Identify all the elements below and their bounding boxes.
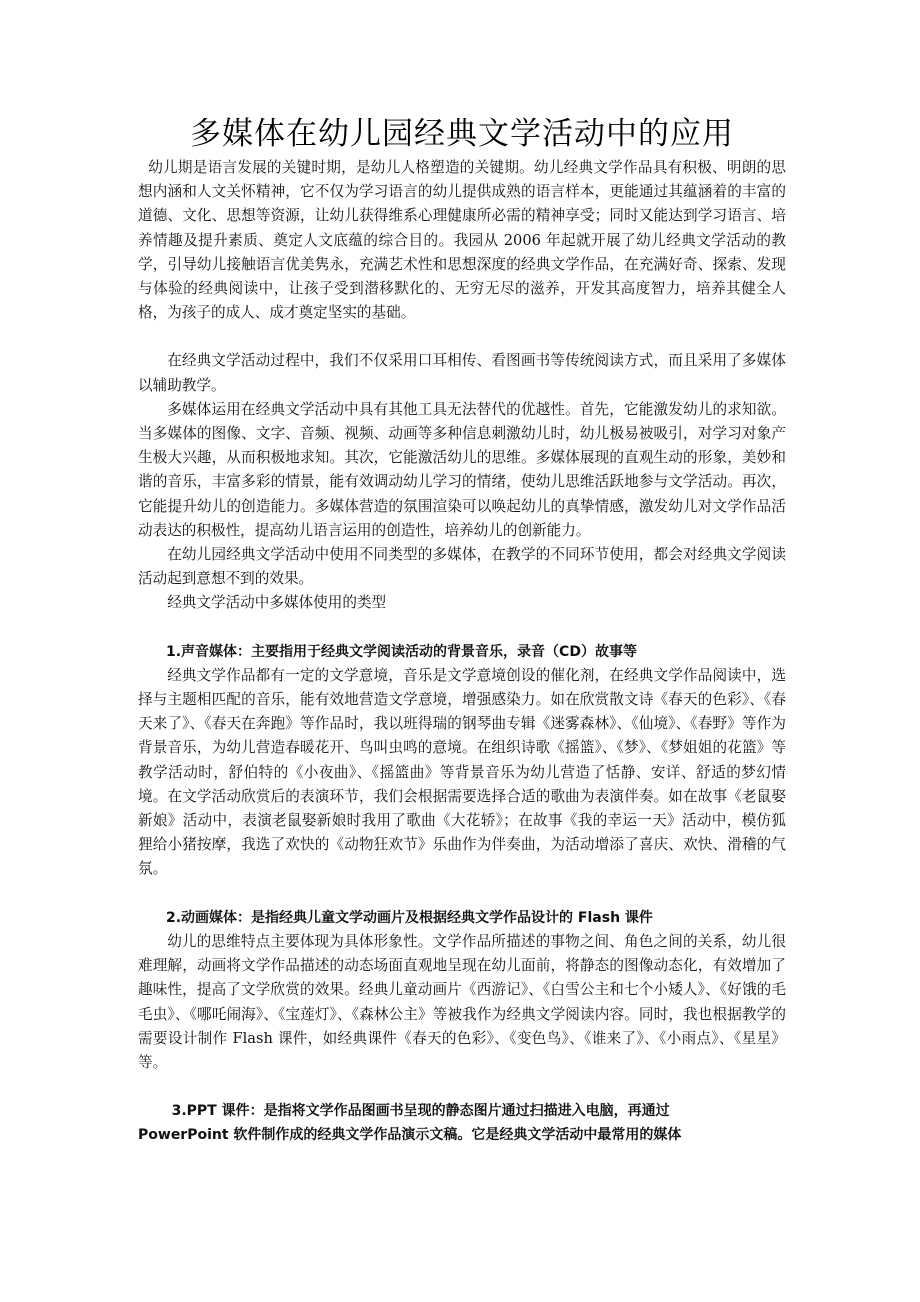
paragraph-methods: 在经典文学活动过程中，我们不仅采用口耳相传、看图画书等传统阅读方式，而且采用了多媒体以辅助教学。 xyxy=(138,352,786,394)
section-heading-ppt: 3.PPT 课件：是指将文学作品图画书呈现的静态图片通过扫描进入电脑，再通过 xyxy=(171,1103,670,1120)
section-body-audio: 经典文学作品都有一定的文学意境，音乐是文学意境创设的催化剂，在经典文学作品阅读中，选择与主题相匹配的音乐，能有效地营造文学意境，增强感染力。如在欣赏散文诗《春天的色彩》、《春天来了》、《春天在奔跑》等作品时，我以班得瑞的钢琴曲专辑《迷雾森林》、《仙境》、《春野》等作为背景音乐，为幼儿营造春暖花开、鸟叫虫鸣的意境。在组织诗歌《摇篮》、《梦》、《梦姐姐的花篮》等教学活动时，舒伯特的《小夜曲》、《摇篮曲》等背景音乐为幼儿营造了恬静、安详、舒适的梦幻情境。在文学活动欣赏后的表演环节，我们会根据需要选择合适的歌曲为表演伴奏。如在故事《老鼠娶新娘》活动中，表演老鼠娶新娘时我用了歌曲《大花轿》；在故事《我的幸运一天》活动中，模仿狐狸给小猪按摩，我选了欢快的《动物狂欢节》乐曲作为伴奏曲，为活动增添了喜庆、欢快、滑稽的气氛。 xyxy=(138,666,786,878)
section-heading-audio: 1.声音媒体：主要指用于经典文学阅读活动的背景音乐，录音（CD）故事等 xyxy=(166,643,637,660)
paragraph-advantages: 多媒体运用在经典文学活动中具有其他工具无法替代的优越性。首先，它能激发幼儿的求知欲。当多媒体的图像、文字、音频、视频、动画等多种信息刺激幼儿时，幼儿极易被吸引，对学习对象产生极大兴趣，从而积极地求知。其次，它能激活幼儿的思维。多媒体展现的直观生动的形象，美妙和谐的音乐，丰富多彩的情景，能有效调动幼儿学习的情绪，使幼儿思维活跃地参与文学活动。再次，它能提升幼儿的创造能力。多媒体营造的氛围渲染可以唤起幼儿的真挚情感，激发幼儿对文学作品活动表达的积极性，提高幼儿语言运用的创造性，培养幼儿的创新能力。 xyxy=(138,400,786,539)
section-heading-ppt-continued: PowerPoint 软件制作成的经典文学作品演示文稿。它是经典文学活动中最常用的媒体 xyxy=(138,1127,682,1144)
paragraph-gap xyxy=(138,1075,786,1099)
paragraph-gap xyxy=(138,325,786,349)
paragraph-gap xyxy=(138,882,786,906)
document-title: 多媒体在幼儿园经典文学活动中的应用 xyxy=(190,116,734,152)
intro-paragraph: 幼儿期是语言发展的关键时期，是幼儿人格塑造的关键期。幼儿经典文学作品具有积极、明朗的思想内涵和人文关怀精神，它不仅为学习语言的幼儿提供成熟的语言样本，更能通过其蕴涵着的丰富的道德、文化、思想等资源，让幼儿获得维系心理健康所必需的精神享受；同时又能达到学习语言、培养情趣及提升素质、奠定人文底蕴的综合目的。我园从 2006 年起就开展了幼儿经典文学活动的教学，引导幼儿接触语言优美隽永，充满艺术性和思想深度的经典文学作品，在充满好奇、探索、发现与体验的经典阅读中，让孩子受到潜移默化的、无穷无尽的滋养，开发其高度智力，培养其健全人格，为孩子的成人、成才奠定坚实的基础。 xyxy=(138,159,786,322)
paragraph-types-intro: 经典文学活动中多媒体使用的类型 xyxy=(167,594,387,612)
paragraph-gap xyxy=(138,616,786,640)
section-body-animation: 幼儿的思维特点主要体现为具体形象性。文学作品所描述的事物之间、角色之间的关系，幼儿很难理解，动画将文学作品描述的动态场面直观地呈现在幼儿面前，将静态的图像动态化，有效增加了趣味性，提高了文学欣赏的效果。经典儿童动画片《西游记》、《白雪公主和七个小矮人》、《好饿的毛毛虫》、《哪吒闹海》、《宝莲灯》、《森林公主》等被我作为经典文学阅读内容。同时，我也根据教学的需要设计制作 Flash 课件，如经典课件《春天的色彩》、《变色鸟》、《谁来了》、《小雨点》、《星星》等。 xyxy=(138,932,786,1071)
section-heading-animation: 2.动画媒体：是指经典儿童文学动画片及根据经典文学作品设计的 Flash 课件 xyxy=(166,909,653,926)
paragraph-effects: 在幼儿园经典文学活动中使用不同类型的多媒体，在教学的不同环节使用，都会对经典文学阅读活动起到意想不到的效果。 xyxy=(138,546,786,588)
document-body xyxy=(138,156,786,1148)
